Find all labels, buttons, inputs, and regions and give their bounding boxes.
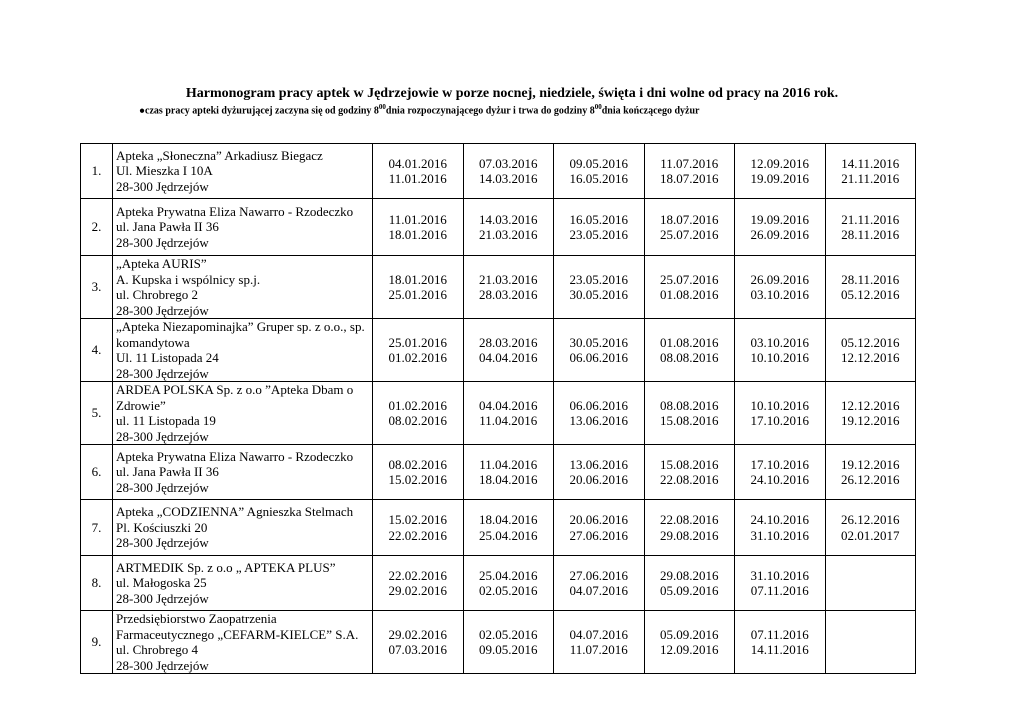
duty-start-date: 17.10.2016 [750,456,809,472]
duty-end-date: 23.05.2016 [569,227,628,242]
duty-start-date: 30.05.2016 [569,334,628,350]
duty-start-date: 23.05.2016 [569,271,628,287]
duty-start-date: 02.05.2016 [479,626,538,642]
pharmacy-name-address [113,611,373,674]
duty-end-date: 11.07.2016 [569,642,628,657]
schedule-body [81,144,916,674]
duty-start-date: 08.08.2016 [660,397,719,413]
pharmacy-line: ul. 11 Listopada 19 [116,413,216,428]
duty-end-date: 16.05.2016 [569,171,628,186]
duty-period [554,144,645,199]
duty-period [644,319,735,382]
duty-end-date: 18.07.2016 [660,171,719,186]
duty-period [554,256,645,319]
duty-end-date: 02.01.2017 [841,527,900,543]
pharmacy-line: Zdrowie” [116,397,166,413]
duty-end-date: 30.05.2016 [569,287,628,302]
pharmacy-line: 28-300 Jędrzejów [116,657,209,673]
duty-end-date: 01.02.2016 [388,350,447,365]
duty-end-date: 18.01.2016 [388,227,447,242]
duty-start-date: 11.01.2016 [388,211,447,227]
note-text-1: czas pracy apteki dyżurującej zaczyna się od godziny 8 [145,105,379,117]
pharmacy-name-address [113,144,373,199]
duty-period [825,256,916,319]
duty-end-date: 19.09.2016 [750,171,809,186]
duty-start-date: 31.10.2016 [750,567,809,583]
duty-start-date: 07.03.2016 [479,155,538,171]
pharmacy-line: 28-300 Jędrzejów [116,302,209,318]
duty-period [463,382,554,445]
pharmacy-line: 28-300 Jędrzejów [116,234,209,250]
duty-period [644,500,735,556]
duty-period [463,199,554,256]
duty-start-date: 20.06.2016 [569,512,628,527]
table-row [81,256,916,319]
pharmacy-line: Apteka „CODZIENNA” Agnieszka Stelmach [116,504,354,520]
duty-end-date: 25.04.2016 [479,527,538,543]
pharmacy-line: ARDEA POLSKA Sp. z o.o ”Apteka Dbam o [116,382,354,397]
duty-period [554,199,645,256]
row-number: 1. [81,144,113,199]
pharmacy-name-address [113,256,373,319]
duty-end-date: 01.08.2016 [660,287,719,302]
duty-end-date: 21.11.2016 [841,171,900,186]
duty-start-date: 05.12.2016 [841,334,900,350]
duty-start-date: 19.09.2016 [750,211,809,227]
pharmacy-line: A. Kupska i wspólnicy sp.j. [116,271,261,287]
duty-period [825,556,916,611]
duty-period [644,144,735,199]
duty-start-date: 07.11.2016 [750,626,809,642]
duty-start-date: 27.06.2016 [569,567,628,583]
table-row [81,319,916,382]
duty-start-date: 25.07.2016 [660,271,719,287]
duty-period [463,144,554,199]
duty-start-date: 12.09.2016 [750,155,809,171]
pharmacy-line: 28-300 Jędrzejów [116,479,209,495]
duty-end-date: 11.04.2016 [479,413,538,428]
duty-start-date: 21.11.2016 [841,211,900,227]
duty-end-date: 05.09.2016 [660,583,719,598]
duty-period [735,382,826,445]
duty-start-date: 06.06.2016 [569,397,628,413]
pharmacy-line: „Apteka AURIS” [116,256,207,271]
pharmacy-line: Apteka Prywatna Eliza Nawarro - Rzodeczko [116,203,354,219]
duty-period [554,611,645,674]
duty-start-date: 21.03.2016 [479,271,538,287]
duty-end-date: 07.11.2016 [750,583,809,598]
duty-start-date: 10.10.2016 [750,397,809,413]
pharmacy-line: komandytowa [116,334,190,350]
duty-end-date: 17.10.2016 [750,413,809,428]
duty-end-date: 04.04.2016 [479,350,538,365]
pharmacy-line: „Apteka Niezapominajka” Gruper sp. z o.o., sp. [116,319,365,334]
note-text-3: dnia kończącego dyżur [601,105,700,117]
document-title: Harmonogram pracy aptek w Jędrzejowie w porze nocnej, niedziele, święta i dni wolne od pracy na 2016 rok. [185,86,839,101]
duty-start-date: 16.05.2016 [569,211,628,227]
duty-period [825,199,916,256]
duty-period [644,611,735,674]
row-number: 2. [81,199,113,256]
duty-end-date: 24.10.2016 [750,472,809,487]
duty-start-date: 09.05.2016 [569,155,628,171]
duty-start-date: 14.11.2016 [841,155,900,171]
duty-end-date: 18.04.2016 [479,472,538,487]
duty-end-date: 19.12.2016 [841,413,900,428]
duty-start-date: 04.04.2016 [479,397,538,413]
duty-period [644,382,735,445]
pharmacy-line: 28-300 Jędrzejów [116,178,209,194]
pharmacy-schedule-table [80,143,916,674]
pharmacy-line: Apteka „Słoneczna” Arkadiusz Biegacz [116,147,323,163]
duty-start-date: 25.01.2016 [388,334,447,350]
duty-start-date: 29.08.2016 [660,567,719,583]
duty-period [373,445,464,500]
duty-end-date: 12.12.2016 [841,350,900,365]
duty-period [463,611,554,674]
pharmacy-line: ARTMEDIK Sp. z o.o „ APTEKA PLUS” [116,559,336,575]
duty-period [644,256,735,319]
duty-period [644,445,735,500]
pharmacy-line: ul. Małogoska 25 [116,575,207,591]
duty-end-date: 12.09.2016 [660,642,719,657]
row-number: 7. [81,500,113,556]
duty-period [735,199,826,256]
duty-period [644,556,735,611]
duty-end-date: 08.08.2016 [660,350,719,365]
duty-start-date: 24.10.2016 [750,512,809,527]
duty-start-date: 11.07.2016 [660,155,719,171]
duty-end-date: 22.08.2016 [660,472,719,487]
pharmacy-line: Ul. Mieszka I 10A [116,163,213,179]
duty-end-date: 09.05.2016 [479,642,538,657]
duty-period [373,556,464,611]
table-row [81,556,916,611]
duty-period [554,445,645,500]
pharmacy-line: Farmaceutycznego „CEFARM-KIELCE” S.A. [116,626,359,642]
duty-period [825,144,916,199]
duty-start-date: 04.07.2016 [569,626,628,642]
duty-period [644,199,735,256]
duty-start-date: 18.07.2016 [660,211,719,227]
duty-start-date: 11.04.2016 [479,456,538,472]
row-number: 8. [81,556,113,611]
pharmacy-name-address [113,319,373,382]
duty-period [825,319,916,382]
pharmacy-line: 28-300 Jędrzejów [116,535,209,551]
duty-period [373,611,464,674]
duty-start-date: 05.09.2016 [660,626,719,642]
duty-end-date: 28.11.2016 [841,227,900,242]
duty-period [554,382,645,445]
duty-period [735,611,826,674]
duty-end-date: 10.10.2016 [750,350,809,365]
table-row [81,611,916,674]
pharmacy-line: Przedsiębiorstwo Zaopatrzenia [116,611,277,626]
duty-period [373,382,464,445]
duty-hours-note [139,103,700,116]
duty-period [463,319,554,382]
duty-end-date: 04.07.2016 [569,583,628,598]
duty-end-date: 22.02.2016 [388,527,447,543]
duty-period [554,500,645,556]
duty-period [373,199,464,256]
duty-period [735,500,826,556]
duty-end-date: 15.08.2016 [660,413,719,428]
duty-start-date: 15.08.2016 [660,456,719,472]
duty-end-date: 20.06.2016 [569,472,628,487]
duty-start-date: 04.01.2016 [388,155,447,171]
duty-period [463,500,554,556]
pharmacy-line: 28-300 Jędrzejów [116,590,209,606]
row-number: 9. [81,611,113,674]
duty-end-date: 05.12.2016 [841,287,900,302]
pharmacy-name-address [113,382,373,445]
duty-period [735,556,826,611]
duty-start-date: 01.02.2016 [388,397,447,413]
duty-period [373,144,464,199]
row-number: 4. [81,319,113,382]
pharmacy-line: Pl. Kościuszki 20 [116,519,208,535]
duty-period [554,556,645,611]
pharmacy-line: 28-300 Jędrzejów [116,428,209,444]
pharmacy-name-address [113,445,373,500]
duty-end-date: 13.06.2016 [569,413,628,428]
duty-end-date: 25.01.2016 [388,287,447,302]
duty-period [825,445,916,500]
table-row [81,500,916,556]
duty-end-date: 26.09.2016 [750,227,809,242]
duty-period [825,611,916,674]
duty-start-date: 18.01.2016 [388,271,447,287]
duty-start-date: 13.06.2016 [569,456,628,472]
duty-start-date: 01.08.2016 [660,334,719,350]
duty-start-date: 22.08.2016 [660,512,719,527]
duty-end-date: 27.06.2016 [569,527,628,543]
duty-period [735,144,826,199]
note-bullet: ● [139,105,146,117]
note-sup-1: 00 [378,103,386,111]
row-number: 6. [81,445,113,500]
duty-end-date: 28.03.2016 [479,287,538,302]
duty-period [463,256,554,319]
duty-end-date: 14.03.2016 [479,171,538,186]
duty-end-date: 29.08.2016 [660,527,719,543]
table-row [81,382,916,445]
pharmacy-line: Ul. 11 Listopada 24 [116,350,219,365]
table-row [81,199,916,256]
duty-end-date: 14.11.2016 [750,642,809,657]
pharmacy-line: ul. Jana Pawła II 36 [116,219,219,235]
duty-start-date: 29.02.2016 [388,626,447,642]
duty-start-date: 19.12.2016 [841,456,900,472]
pharmacy-line: 28-300 Jędrzejów [116,365,209,381]
duty-period [373,319,464,382]
duty-start-date: 26.09.2016 [750,271,809,287]
duty-start-date: 08.02.2016 [388,456,447,472]
duty-period [735,256,826,319]
duty-end-date: 15.02.2016 [388,472,447,487]
note-text-2: dnia rozpoczynającego dyżur i trwa do godziny 8 [385,105,595,117]
duty-period [825,382,916,445]
duty-end-date: 21.03.2016 [479,227,538,242]
pharmacy-line: Apteka Prywatna Eliza Nawarro - Rzodeczko [116,448,354,464]
duty-period [735,319,826,382]
row-number: 5. [81,382,113,445]
duty-start-date: 14.03.2016 [479,211,538,227]
duty-end-date: 29.02.2016 [388,583,447,598]
duty-period [463,445,554,500]
duty-end-date: 25.07.2016 [660,227,719,242]
duty-end-date: 08.02.2016 [388,413,447,428]
duty-period [825,500,916,556]
duty-start-date: 12.12.2016 [841,397,900,413]
duty-start-date: 25.04.2016 [479,567,538,583]
duty-end-date: 06.06.2016 [569,350,628,365]
duty-start-date: 28.11.2016 [841,271,900,287]
duty-period [463,556,554,611]
pharmacy-name-address [113,500,373,556]
duty-period [735,445,826,500]
duty-end-date: 02.05.2016 [479,583,538,598]
duty-period [373,256,464,319]
duty-end-date: 11.01.2016 [388,171,447,186]
table-row [81,445,916,500]
pharmacy-name-address [113,199,373,256]
duty-end-date: 26.12.2016 [841,472,900,487]
duty-end-date: 03.10.2016 [750,287,809,302]
note-sup-2: 00 [594,103,602,111]
duty-start-date: 26.12.2016 [841,512,900,527]
pharmacy-line: ul. Chrobrego 2 [116,287,198,302]
pharmacy-name-address [113,556,373,611]
duty-period [554,319,645,382]
pharmacy-line: ul. Chrobrego 4 [116,642,198,657]
duty-start-date: 15.02.2016 [388,512,447,527]
duty-start-date: 18.04.2016 [479,512,538,527]
duty-period [373,500,464,556]
pharmacy-line: ul. Jana Pawła II 36 [116,464,219,480]
duty-start-date: 03.10.2016 [750,334,809,350]
duty-end-date: 31.10.2016 [750,527,809,543]
duty-start-date: 22.02.2016 [388,567,447,583]
row-number: 3. [81,256,113,319]
duty-end-date: 07.03.2016 [388,642,447,657]
table-row [81,144,916,199]
duty-start-date: 28.03.2016 [479,334,538,350]
